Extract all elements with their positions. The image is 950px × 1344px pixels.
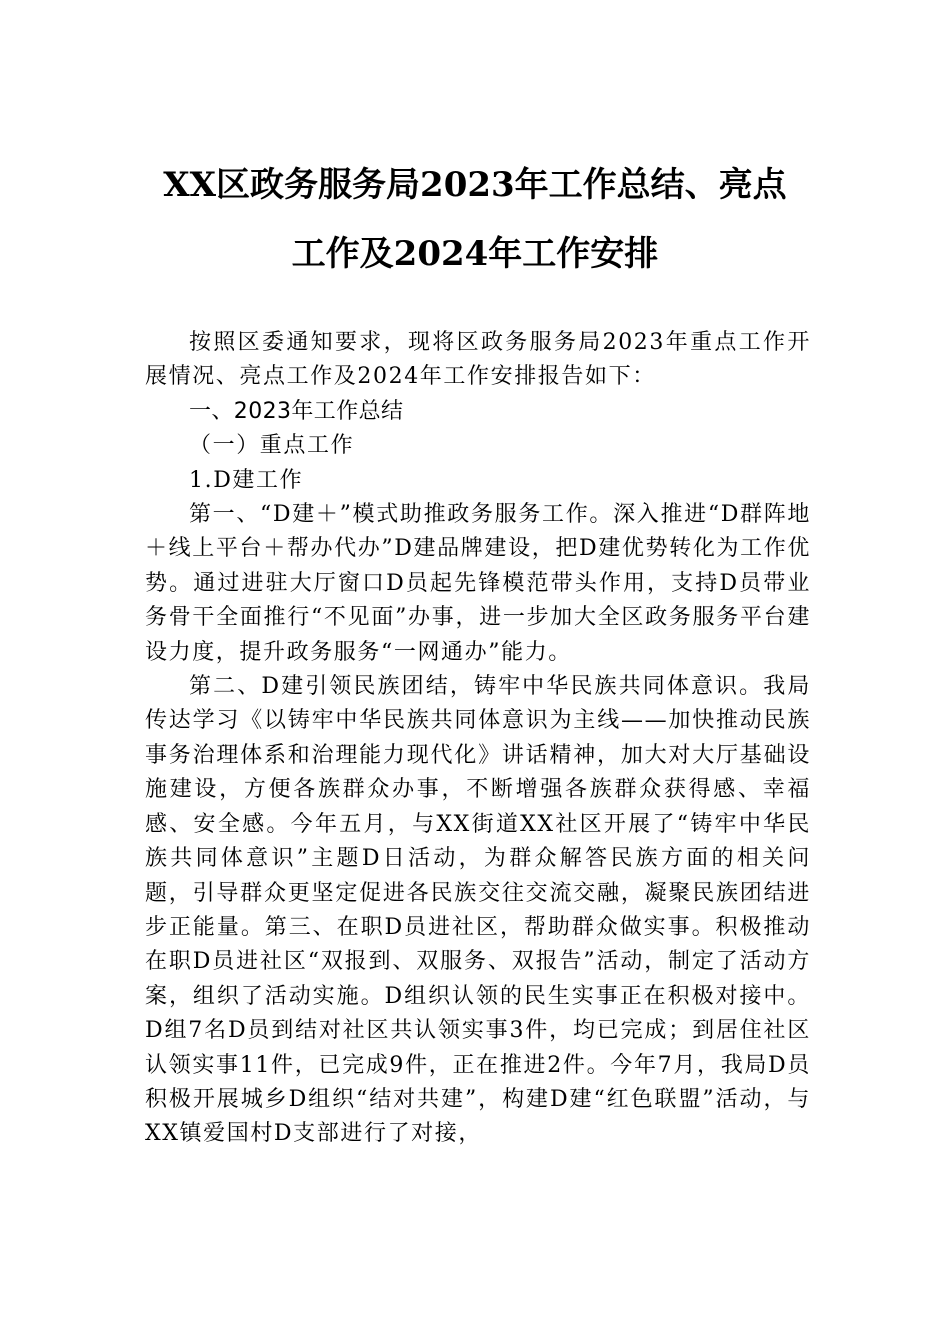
paragraph-1: 第一、“D建＋”模式助推政务服务工作。深入推进“D群阵地＋线上平台＋帮办代办”D建品牌建设，把D建优势转化为工作优势。通过进驻大厅窗口D员起先锋模范带头作用，支持D员带业务骨干全面推行“不见面”办事，进一步加大全区政务服务平台建设力度，提升政务服务“一网通办”能力。: [145, 502, 811, 665]
section-1-heading: 一、2023年工作总结: [189, 398, 404, 424]
document-title-line-1: XX区政务服务局2023年工作总结、亮点: [163, 165, 787, 205]
intro-paragraph: 按照区委通知要求，现将区政务服务局2023年重点工作开展情况、亮点工作及2024年工作安排报告如下：: [145, 330, 811, 390]
item-1-heading: 1.D建工作: [189, 467, 304, 493]
document-body: [145, 326, 811, 1152]
subsection-1-heading: （一）重点工作: [189, 433, 355, 459]
document-title-line-2: 工作及2024年工作安排: [291, 234, 659, 274]
paragraph-2: 第二、D建引领民族团结，铸牢中华民族共同体意识。我局传达学习《以铸牢中华民族共同体意识为主线——加快推动民族事务治理体系和治理能力现代化》讲话精神，加大对大厅基础设施建设，方便各族群众办事，不断增强各族群众获得感、幸福感、安全感。今年五月，与XX街道XX社区开展了“铸牢中华民族共同体意识”主题D日活动，为群众解答民族方面的相关问题，引导群众更坚定促进各民族交往交流交融，凝聚民族团结进步正能量。第三、在职D员进社区，帮助群众做实事。积极推动在职D员进社区“双报到、双服务、双报告”活动，制定了活动方案，组织了活动实施。D组织认领的民生实事正在积极对接中。D组7名D员到结对社区共认领实事3件，均已完成；到居住社区认领实事11件，已完成9件，正在推进2件。今年7月，我局D员积极开展城乡D组织“结对共建”，构建D建“红色联盟”活动，与XX镇爱国村D支部进行了对接，: [145, 674, 811, 1147]
